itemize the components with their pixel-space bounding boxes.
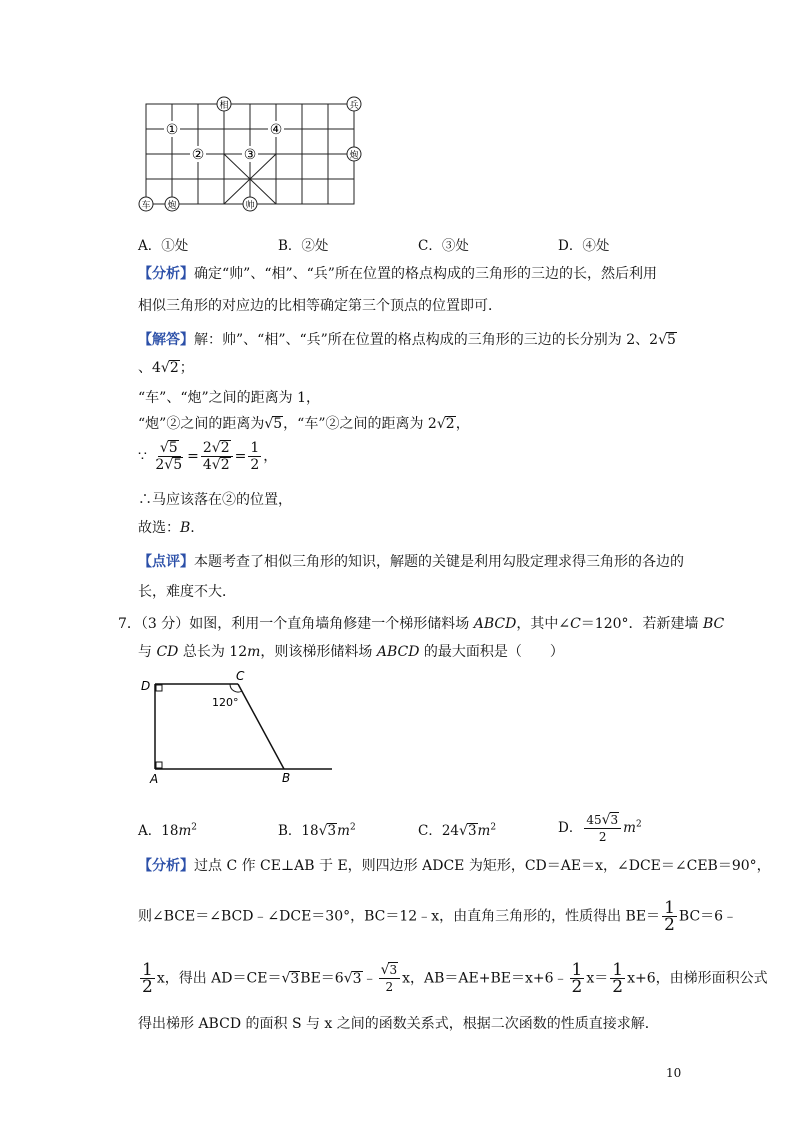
label-b: B (282, 771, 291, 785)
svg-text:帅: 帅 (245, 201, 255, 211)
q6-analysis-line2: 相似三角形的对应边的比相等确定第三个顶点的位置即可． (138, 298, 502, 314)
svg-text:兵: 兵 (349, 101, 359, 111)
piece-pao-left (165, 197, 179, 211)
q6-answer: 故选：B. (138, 520, 195, 536)
q6-conclusion: ∴马应该落在②的位置， (138, 492, 292, 508)
marker-1: ① (165, 122, 179, 138)
q7-stem-line2: 与 CD 总长为 12m，则该梯形储料场 ABCD 的最大面积是（ ） (138, 644, 564, 660)
q6-analysis-line1: 【分析】确定“帅”、“相”、“兵”所在位置的格点构成的三角形的三边的长，然后利用 (138, 266, 657, 282)
q7-option-a[interactable]: A．$18m^2$ (138, 822, 197, 839)
trapezoid-figure (138, 668, 338, 788)
svg-text:相: 相 (219, 101, 229, 111)
q6-comment-line1: 【点评】本题考查了相似三角形的知识，解题的关键是利用勾股定理求得三角形的各边的 (138, 554, 684, 570)
marker-4: ④ (269, 122, 283, 138)
q7-option-d[interactable]: D． $\frac{45√3}{2}$ $m^2$ (558, 812, 642, 844)
q6-options (138, 234, 698, 254)
q7-option-c[interactable]: C．$24√3m^2$ (418, 822, 497, 839)
q6-option-d[interactable]: D．④处 (558, 238, 610, 254)
q6-solution-line1: 【解答】解：帅”、“相”、“兵”所在位置的格点构成的三角形的三边的长分别为 2、2√5 (138, 332, 676, 348)
wall-cb (238, 684, 284, 769)
label-a: A (150, 772, 159, 786)
marker-3: ③ (243, 147, 257, 163)
right-angle-a (156, 762, 162, 768)
q6-option-a[interactable]: A．①处 (138, 238, 189, 254)
q7-option-b[interactable]: B．$18√3m^2$ (278, 822, 356, 839)
page-number: 10 (666, 1066, 682, 1080)
q7-analysis-line1: 【分析】过点 C 作 CE⊥AB 于 E，则四边形 ADCE 为矩形，CD＝AE＝x，∠DCE＝∠CEB＝90°， (138, 858, 771, 874)
svg-text:炮: 炮 (167, 201, 177, 211)
q6-line-che-pao: “车”、“炮”之间的距离为 1， (138, 390, 320, 406)
q6-ratio-equation: ∵ $\frac{√5}{2√5}$ = $\frac{2√2}{4√2}$ = $\frac{1}{2}$ ， (138, 440, 278, 473)
piece-pao-right (347, 147, 361, 161)
q6-solution-line2: 、4√2； (138, 360, 194, 376)
svg-text:炮: 炮 (349, 151, 359, 161)
q7-analysis-line3: $\frac{1}{2}$ x，得出 AD＝CE＝√3BE＝6√3﹣ $\frac{√3}{2}$ x，AB＝AE+BE＝x+6﹣ $\frac{1}{2}$ x＝ $\frac{1}{2}$ x+6，由梯形面积公式 (142, 960, 768, 997)
q7-options (138, 812, 698, 845)
q6-option-c[interactable]: C．③处 (418, 238, 469, 254)
q6-comment-line2: 长，难度不大． (138, 584, 236, 600)
piece-che (139, 197, 153, 211)
q7-analysis-line2: 则∠BCE＝∠BCD﹣∠DCE＝30°，BC＝12﹣x，由直角三角形的，性质得出 BE＝ $\frac{1}{2}$ BC＝6﹣ (138, 898, 738, 935)
chess-board-figure (138, 94, 368, 214)
q6-line-distances: “炮”②之间的距离为√5，“车”②之间的距离为 2√2， (138, 416, 470, 432)
q7-stem-line1: 7．（3 分）如图，利用一个直角墙角修建一个梯形储料场 ABCD，其中∠C＝120°．若新建墙 BC (118, 616, 725, 632)
piece-bing (347, 97, 361, 111)
piece-xiang (217, 97, 231, 111)
marker-2: ② (191, 147, 205, 163)
svg-text:车: 车 (141, 201, 151, 211)
label-angle: 120° (212, 696, 239, 709)
q6-option-b[interactable]: B．②处 (278, 238, 329, 254)
piece-shuai (243, 197, 257, 211)
label-d: D (141, 679, 151, 693)
q7-analysis-line4: 得出梯形 ABCD 的面积 S 与 x 之间的函数关系式，根据二次函数的性质直接求解． (138, 1016, 659, 1032)
right-angle-d (156, 685, 162, 691)
label-c: C (236, 669, 245, 683)
